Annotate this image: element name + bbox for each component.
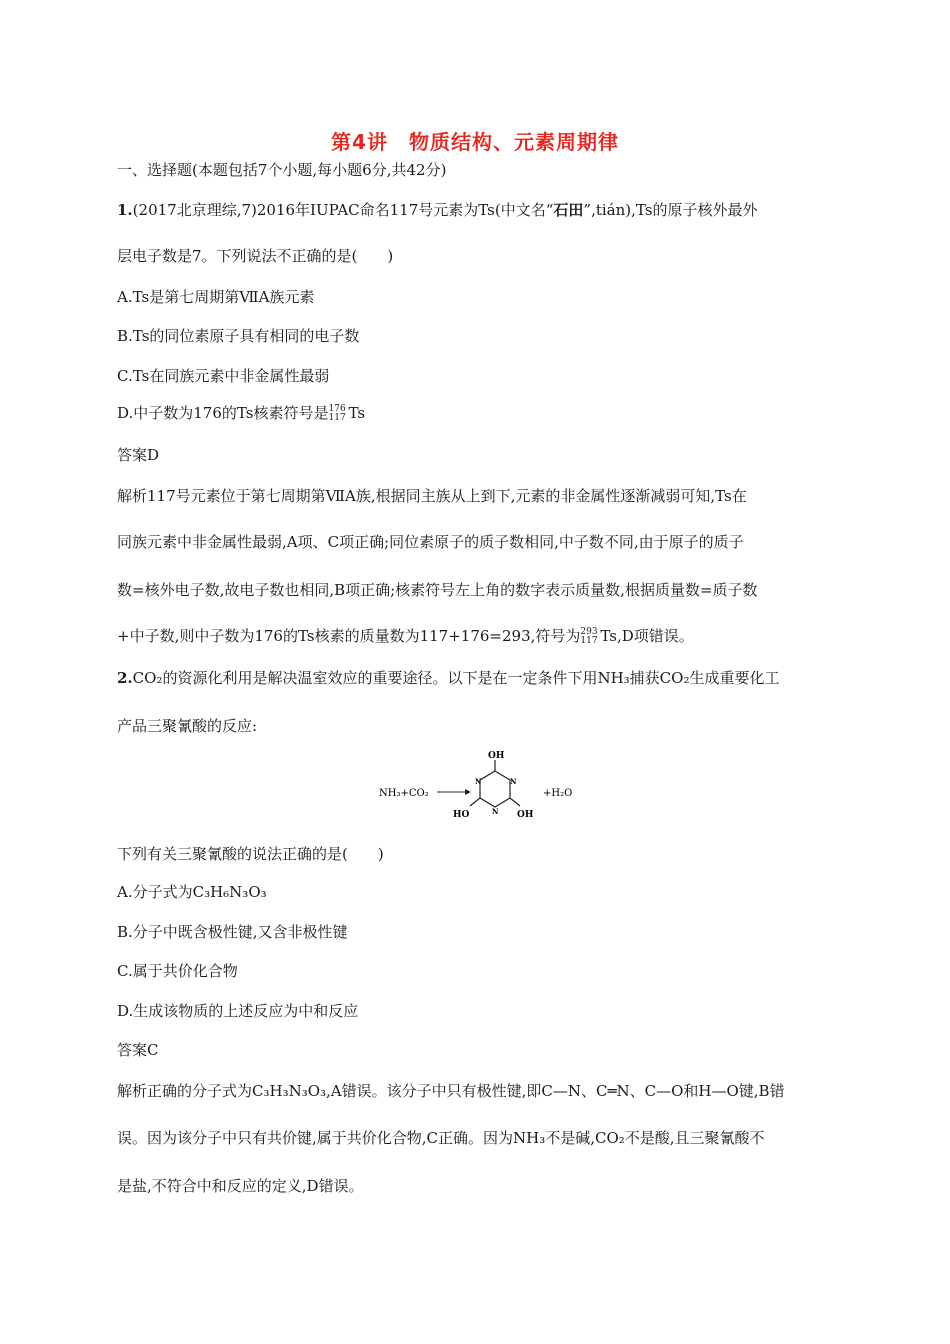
mass-number: 293 <box>580 627 598 637</box>
bond-right <box>510 798 520 806</box>
q1-analysis-suffix: Ts,D项错误。 <box>600 627 694 645</box>
water-product-label: +H₂O <box>543 788 573 799</box>
tian-character-glyph: 石田 <box>553 201 584 219</box>
bond-left <box>470 798 480 806</box>
q1-analysis-prefix: +中子数,则中子数为176的Ts核素的质量数为117+176=293,符号为 <box>117 627 581 645</box>
q1-stem-text-end: ”,tián),Ts的原子核外最外 <box>583 201 758 219</box>
q2-stem-line1 <box>117 668 779 688</box>
q2-analysis-line3: 是盐,不符合中和反应的定义,D错误。 <box>117 1177 364 1195</box>
q1-number: 1. <box>117 201 133 219</box>
page-title: 第4讲 物质结构、元素周期律 <box>331 130 619 154</box>
q2-answer: 答案C <box>117 1041 159 1059</box>
q2-option-c: C.属于共价化合物 <box>117 962 238 980</box>
q1-option-b: B.Ts的同位素原子具有相同的电子数 <box>117 327 360 345</box>
oh-top-label: OH <box>488 751 505 761</box>
q1-stem-line1 <box>117 200 758 220</box>
section-header: 一、选择题(本题包括7个小题,每小题6分,共42分) <box>117 161 447 179</box>
nuclide-notation <box>328 404 346 424</box>
reactants-label: NH₃+CO₂ <box>379 788 429 799</box>
q2-option-d: D.生成该物质的上述反应为中和反应 <box>117 1002 359 1020</box>
oh-left-label: HO <box>453 810 470 820</box>
q2-number: 2. <box>117 669 133 687</box>
q2-analysis-line2: 误。因为该分子中只有共价键,属于共价化合物,C正确。因为NH₃不是碱,CO₂不是酸,且三聚氰酸不 <box>117 1129 765 1147</box>
triazine-ring <box>480 771 510 807</box>
q1-analysis-line4 <box>117 626 694 647</box>
q2-analysis-line1: 解析正确的分子式为C₃H₃N₃O₃,A错误。该分子中只有极性键,即C—N、C═N、C—O和H—O键,B错 <box>117 1082 785 1100</box>
q1-answer: 答案D <box>117 446 160 464</box>
atomic-number: 117 <box>580 636 598 646</box>
q1-stem-line2: 层电子数是7。下列说法不正确的是( ) <box>117 247 394 265</box>
nitrogen-label: N <box>475 777 482 786</box>
q1-stem-text: (2017北京理综,7)2016年IUPAC命名117号元素为Ts(中文名“ <box>132 201 554 219</box>
q1-analysis-line1: 解析117号元素位于第七周期第ⅦA族,根据同主族从上到下,元素的非金属性逐渐减弱可知,Ts在 <box>117 487 747 505</box>
q1-analysis-line3: 数=核外电子数,故电子数也相同,B项正确;核素符号左上角的数字表示质量数,根据质量数=质子数 <box>117 581 758 599</box>
q2-stem-line2: 产品三聚氰酸的反应: <box>117 717 258 735</box>
q2-option-b: B.分子中既含极性键,又含非极性键 <box>117 923 348 941</box>
q1-option-d-prefix: D.中子数为176的Ts核素符号是 <box>117 404 329 422</box>
q1-analysis-line2: 同族元素中非金属性最弱,A项、C项正确;同位素原子的质子数相同,中子数不同,由于原子的质子 <box>117 533 744 551</box>
q1-option-d <box>117 403 365 424</box>
cyanuric-acid-reaction-diagram <box>375 746 585 826</box>
element-symbol: Ts <box>348 404 366 422</box>
reaction-arrow-head <box>465 789 471 795</box>
q2-question: 下列有关三聚氰酸的说法正确的是( ) <box>117 845 384 863</box>
nitrogen-label: N <box>510 777 517 786</box>
q2-option-a: A.分子式为C₃H₆N₃O₃ <box>117 883 267 901</box>
q1-option-c: C.Ts在同族元素中非金属性最弱 <box>117 367 330 385</box>
q1-option-a: A.Ts是第七周期第ⅦA族元素 <box>117 288 315 306</box>
nuclide-notation <box>580 627 598 647</box>
atomic-number: 117 <box>328 413 346 423</box>
mass-number: 176 <box>328 404 346 414</box>
nitrogen-label: N <box>492 807 499 816</box>
q2-stem-text: CO₂的资源化利用是解决温室效应的重要途径。以下是在一定条件下用NH₃捕获CO₂生成重要化工 <box>132 669 780 687</box>
oh-right-label: OH <box>517 810 534 820</box>
